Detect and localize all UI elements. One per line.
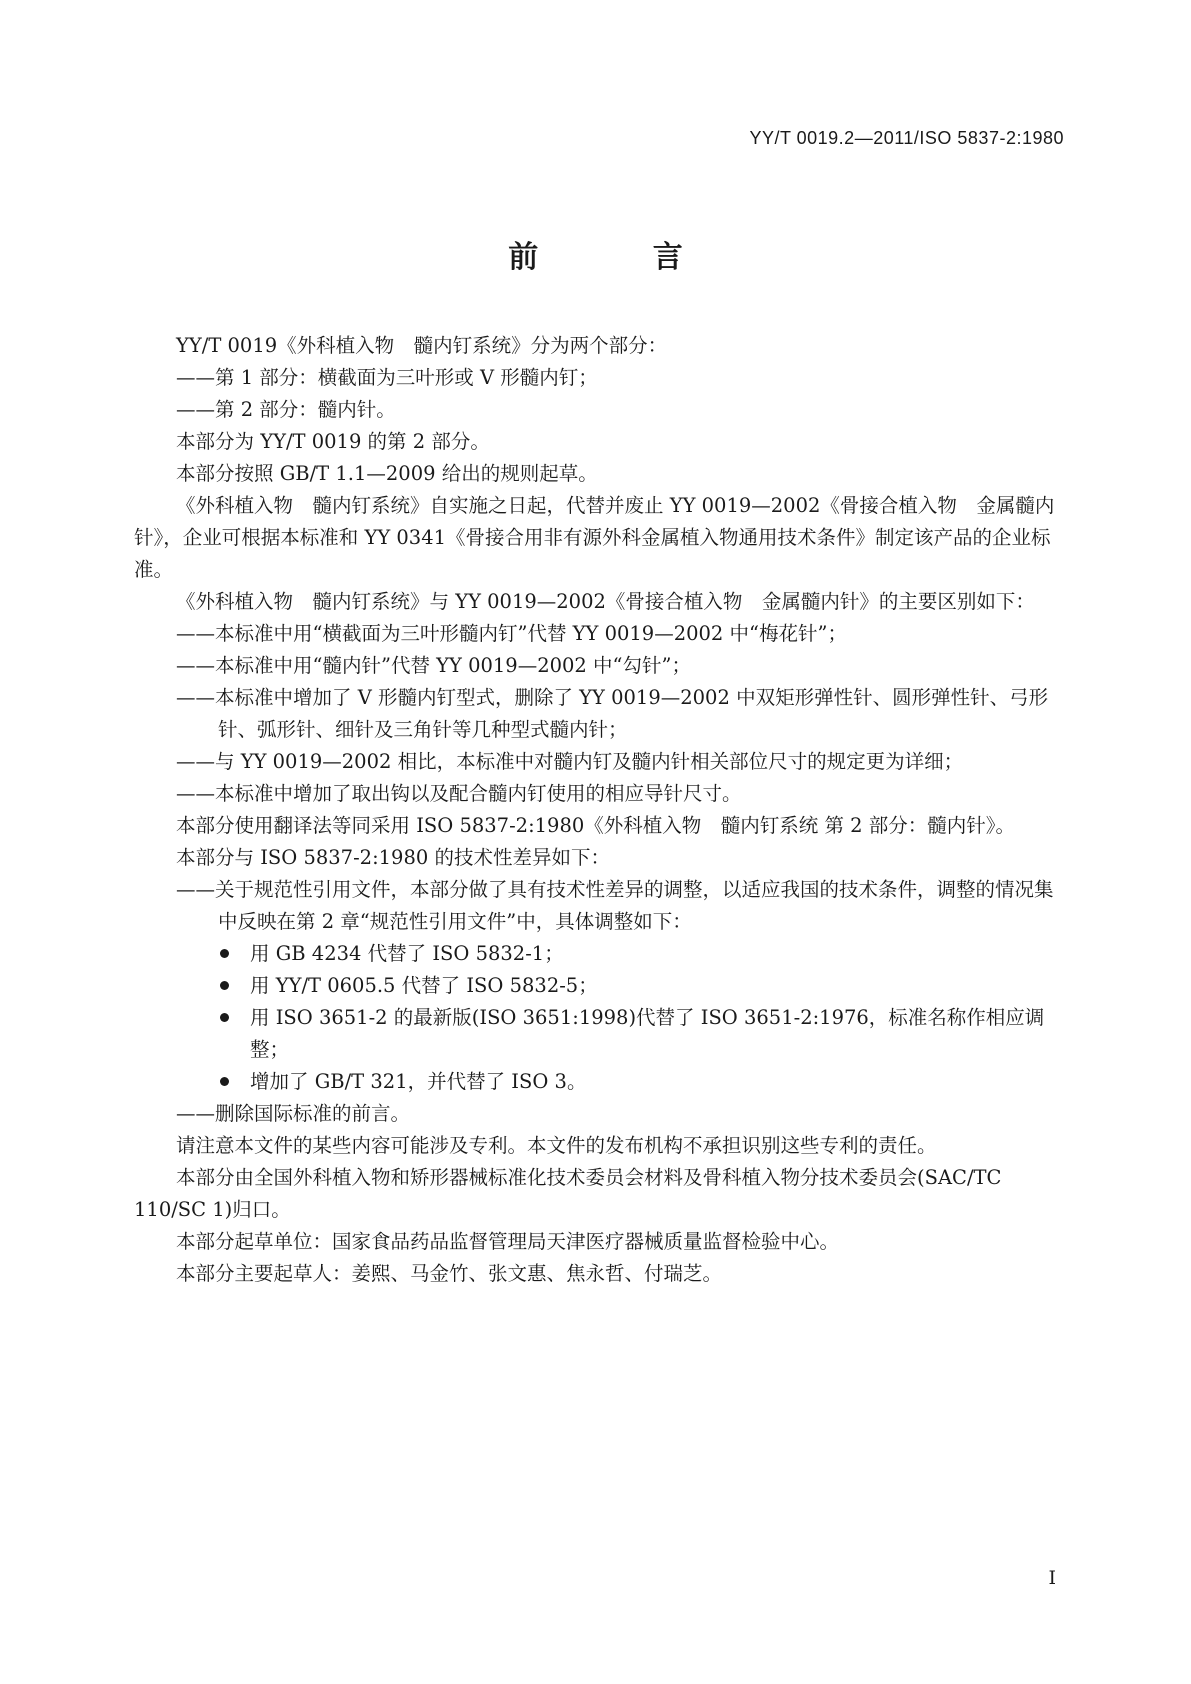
dash-item: ——本标准中用“横截面为三叶形髓内钉”代替 YY 0019—2002 中“梅花针”； [176, 622, 847, 645]
document-code: YY/T 0019.2—2011/ISO 5837-2:1980 [749, 128, 1064, 148]
paragraph: 《外科植入物 髓内钉系统》自实施之日起，代替并废止 YY 0019—2002《骨接合植入物 金属髓内针》，企业可根据本标准和 YY 0341《骨接合用非有源外科金属植入物通用技术条件》制定该产品的企业标准。 [134, 494, 1055, 581]
foreword-body [134, 330, 1060, 1290]
dash-item: ——删除国际标准的前言。 [176, 1102, 411, 1125]
dash-item: ——本标准中增加了 V 形髓内钉型式，删除了 YY 0019—2002 中双矩形弹性针、圆形弹性针、弓形针、弧形针、细针及三角针等几种型式髓内针； [176, 686, 1049, 741]
page-title: 前 言 [508, 240, 735, 275]
bullet-item: 用 YY/T 0605.5 代替了 ISO 5832-5； [134, 970, 1060, 1002]
paragraph: 本部分由全国外科植入物和矫形器械标准化技术委员会材料及骨科植入物分技术委员会(SAC/TC 110/SC 1)归口。 [134, 1166, 1002, 1221]
bullet-item: 用 ISO 3651-2 的最新版(ISO 3651:1998)代替了 ISO 3651-2:1976，标准名称作相应调整； [134, 1002, 1060, 1066]
dash-item: ——第 2 部分：髓内针。 [176, 398, 396, 421]
dash-item: ——关于规范性引用文件，本部分做了具有技术性差异的调整，以适应我国的技术条件，调整的情况集中反映在第 2 章“规范性引用文件”中，具体调整如下： [176, 878, 1054, 933]
paragraph: 《外科植入物 髓内钉系统》与 YY 0019—2002《骨接合植入物 金属髓内针》的主要区别如下： [176, 590, 1035, 613]
bullet-item: 增加了 GB/T 321，并代替了 ISO 3。 [134, 1066, 1060, 1098]
paragraph: 本部分使用翻译法等同采用 ISO 5837-2:1980《外科植入物 髓内钉系统 第 2 部分：髓内针》。 [176, 814, 1016, 837]
paragraph: 本部分与 ISO 5837-2:1980 的技术性差异如下： [176, 846, 610, 869]
paragraph: 本部分主要起草人：姜熙、马金竹、张文惠、焦永哲、付瑞芝。 [176, 1262, 723, 1285]
dash-item: ——本标准中增加了取出钩以及配合髓内钉使用的相应导针尺寸。 [176, 782, 742, 805]
dash-item: ——本标准中用“髓内针”代替 YY 0019—2002 中“勾针”； [176, 654, 691, 677]
page-number: I [1048, 1567, 1056, 1589]
paragraph: 本部分按照 GB/T 1.1—2009 给出的规则起草。 [176, 462, 598, 485]
paragraph: YY/T 0019《外科植入物 髓内钉系统》分为两个部分： [176, 334, 668, 357]
paragraph: 本部分为 YY/T 0019 的第 2 部分。 [176, 430, 490, 453]
bullet-item: 用 GB 4234 代替了 ISO 5832-1； [134, 938, 1060, 970]
paragraph: 请注意本文件的某些内容可能涉及专利。本文件的发布机构不承担识别这些专利的责任。 [176, 1134, 937, 1157]
paragraph: 本部分起草单位：国家食品药品监督管理局天津医疗器械质量监督检验中心。 [176, 1230, 840, 1253]
dash-item: ——与 YY 0019—2002 相比，本标准中对髓内钉及髓内针相关部位尺寸的规定更为详细； [176, 750, 964, 773]
dash-item: ——第 1 部分：横截面为三叶形或 V 形髓内钉； [176, 366, 598, 389]
